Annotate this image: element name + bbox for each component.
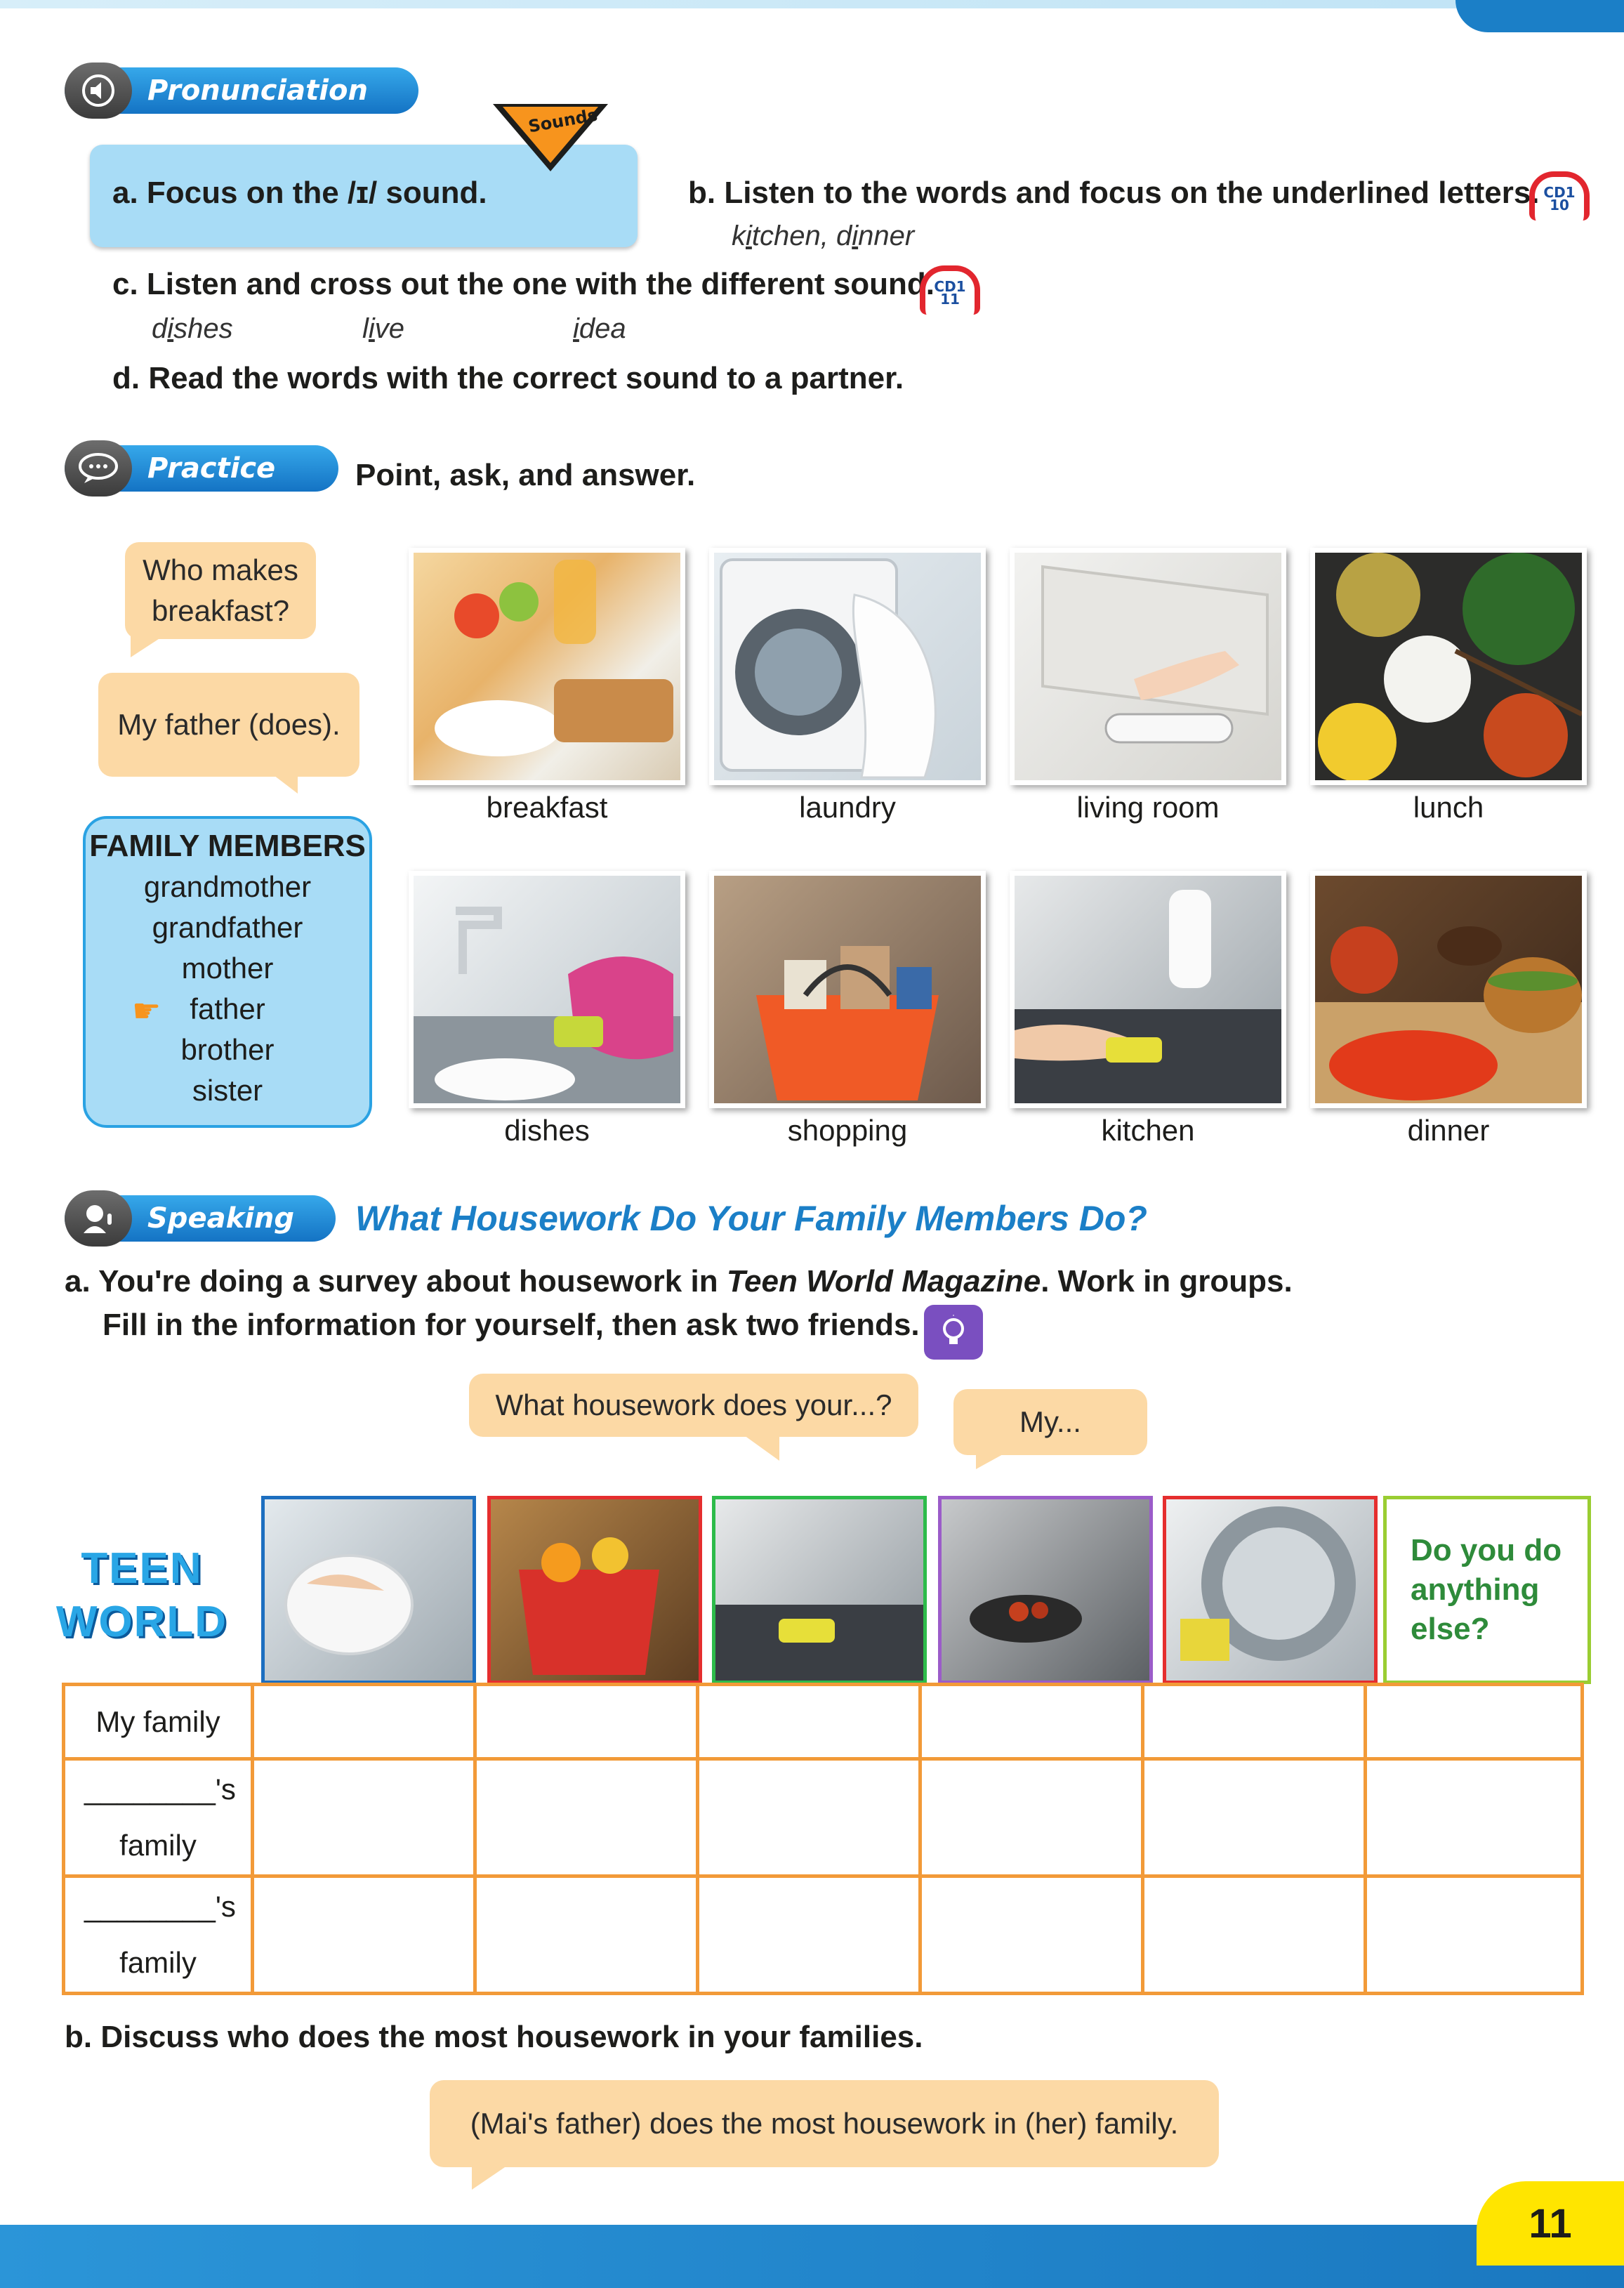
- pron-c: c. Listen and cross out the one with the different sound.: [112, 267, 935, 301]
- family-members-title: FAMILY MEMBERS: [89, 829, 366, 863]
- survey-cell[interactable]: [698, 1876, 920, 1994]
- caption-kitchen: kitchen: [1101, 1114, 1195, 1147]
- survey-cell[interactable]: [475, 1685, 698, 1759]
- member-item: grandfather: [152, 911, 303, 944]
- speech-bubble-icon: [65, 440, 132, 497]
- row-label[interactable]: ________'s family: [64, 1759, 253, 1876]
- survey-cell[interactable]: [1366, 1759, 1583, 1876]
- bottom-bar: [0, 2225, 1624, 2288]
- top-corner-tab: [1455, 0, 1624, 32]
- speaking-label: Speaking: [147, 1202, 294, 1235]
- practice-header: [65, 445, 338, 492]
- survey-cell[interactable]: [1143, 1759, 1366, 1876]
- pron-d: d. Read the words with the correct sound to a partner.: [112, 361, 904, 395]
- top-bar: [0, 0, 1624, 8]
- speaking-a-line1: a. You're doing a survey about housework in Teen World Magazine. Work in groups.: [65, 1264, 1293, 1298]
- pron-a: a. Focus on the /ɪ/ sound.: [112, 176, 487, 210]
- caption-living-room: living room: [1076, 791, 1220, 824]
- member-item: mother: [181, 952, 274, 985]
- question-bubble-tail: [131, 636, 163, 657]
- speaking-title: What Housework Do Your Family Members Do?: [355, 1199, 1147, 1238]
- answer-bubble: [98, 673, 359, 777]
- cd-label: CD1: [934, 278, 966, 295]
- header-photo-shopping: [487, 1496, 702, 1684]
- survey-cell[interactable]: [1366, 1876, 1583, 1994]
- photo-laundry[interactable]: [709, 548, 986, 785]
- example-bubble: [430, 2080, 1219, 2167]
- pron-c-word-1: dishes: [152, 313, 233, 344]
- row-label[interactable]: ________'s family: [64, 1876, 253, 1994]
- pronunciation-header: [65, 67, 418, 114]
- speaking-person-icon: [65, 1190, 132, 1247]
- header-other: [1383, 1496, 1591, 1684]
- sounds-badge-text: Sounds: [527, 105, 600, 137]
- survey-cell[interactable]: [253, 1685, 475, 1759]
- cd-track: 10: [1550, 197, 1569, 213]
- family-members-box: [83, 816, 372, 1128]
- pointing-hand-icon: ☛: [132, 992, 161, 1029]
- question-bubble: [125, 542, 316, 639]
- survey-cell[interactable]: [253, 1876, 475, 1994]
- teen-world-logo: [51, 1542, 233, 1649]
- survey-cell[interactable]: [1143, 1685, 1366, 1759]
- survey-cell[interactable]: [475, 1759, 698, 1876]
- survey-cell[interactable]: [698, 1685, 920, 1759]
- caption-laundry: laundry: [799, 791, 896, 824]
- example-text: (Mai's father) does the most housework in (her) family.: [470, 2107, 1179, 2140]
- survey-cell[interactable]: [475, 1876, 698, 1994]
- member-item: sister: [192, 1074, 263, 1107]
- pron-b-words: kitchen, dinner: [732, 221, 915, 251]
- photo-kitchen[interactable]: [1010, 871, 1286, 1108]
- photo-dinner[interactable]: [1310, 871, 1587, 1108]
- photo-lunch[interactable]: [1310, 548, 1587, 785]
- caption-breakfast: breakfast: [486, 791, 608, 824]
- caption-dishes: dishes: [504, 1114, 590, 1147]
- cd-track: 11: [940, 291, 960, 308]
- cd-label: CD1: [1543, 184, 1576, 201]
- pronunciation-label: Pronunciation: [147, 74, 368, 107]
- example-bubble-tail: [472, 2166, 507, 2190]
- photo-dishes[interactable]: [409, 871, 685, 1108]
- pron-c-word-2: live: [362, 313, 405, 344]
- question-text: Who makes breakfast?: [143, 553, 298, 627]
- survey-table: [62, 1683, 1584, 1995]
- header-photo-dishes: [261, 1496, 476, 1684]
- photo-shopping[interactable]: [709, 871, 986, 1108]
- logo-line-1: TEEN: [81, 1544, 203, 1593]
- survey-cell[interactable]: [1366, 1685, 1583, 1759]
- headphones-icon[interactable]: [1529, 171, 1590, 221]
- survey-answer-bubble: [953, 1389, 1147, 1455]
- speaker-icon: [65, 63, 132, 119]
- member-item: father: [190, 992, 265, 1025]
- survey-answer-tail: [976, 1454, 1004, 1469]
- row-label: My family: [64, 1685, 253, 1759]
- headphones-icon[interactable]: [920, 265, 980, 315]
- survey-question-tail: [744, 1435, 779, 1461]
- survey-cell[interactable]: [920, 1759, 1143, 1876]
- member-item: grandmother: [143, 870, 312, 903]
- survey-answer-text: My...: [1019, 1405, 1081, 1438]
- speaking-header: [65, 1195, 336, 1242]
- photo-breakfast[interactable]: [409, 548, 685, 785]
- magazine-name: Teen World Magazine: [726, 1264, 1041, 1298]
- survey-cell[interactable]: [1143, 1876, 1366, 1994]
- header-photo-kitchen: [712, 1496, 927, 1684]
- header-photo-cooking: [938, 1496, 1153, 1684]
- caption-shopping: shopping: [787, 1114, 908, 1147]
- speaking-a-line2: Fill in the information for yourself, then ask two friends.: [103, 1308, 920, 1342]
- header-other-text: Do you do anything else?: [1411, 1533, 1562, 1646]
- answer-bubble-tail: [274, 775, 298, 794]
- survey-cell[interactable]: [698, 1759, 920, 1876]
- survey-question-bubble: [469, 1374, 918, 1437]
- speaking-b: b. Discuss who does the most housework in your families.: [65, 2020, 923, 2054]
- caption-lunch: lunch: [1413, 791, 1484, 824]
- header-photo-laundry: [1163, 1496, 1378, 1684]
- survey-cell[interactable]: [253, 1759, 475, 1876]
- practice-label: Practice: [147, 452, 276, 485]
- logo-line-2: WORLD: [55, 1598, 228, 1646]
- pron-b: b. Listen to the words and focus on the underlined letters.: [688, 176, 1540, 210]
- answer-text: My father (does).: [117, 708, 341, 741]
- survey-cell[interactable]: [920, 1685, 1143, 1759]
- survey-question-text: What housework does your...?: [495, 1388, 892, 1421]
- caption-dinner: dinner: [1407, 1114, 1490, 1147]
- member-item: brother: [180, 1033, 275, 1066]
- survey-cell[interactable]: [920, 1876, 1143, 1994]
- page-number: 11: [1477, 2181, 1624, 2266]
- lightbulb-icon: [924, 1305, 983, 1360]
- photo-living-room[interactable]: [1010, 548, 1286, 785]
- practice-instruction: Point, ask, and answer.: [355, 458, 696, 492]
- pron-c-word-3: idea: [573, 313, 626, 344]
